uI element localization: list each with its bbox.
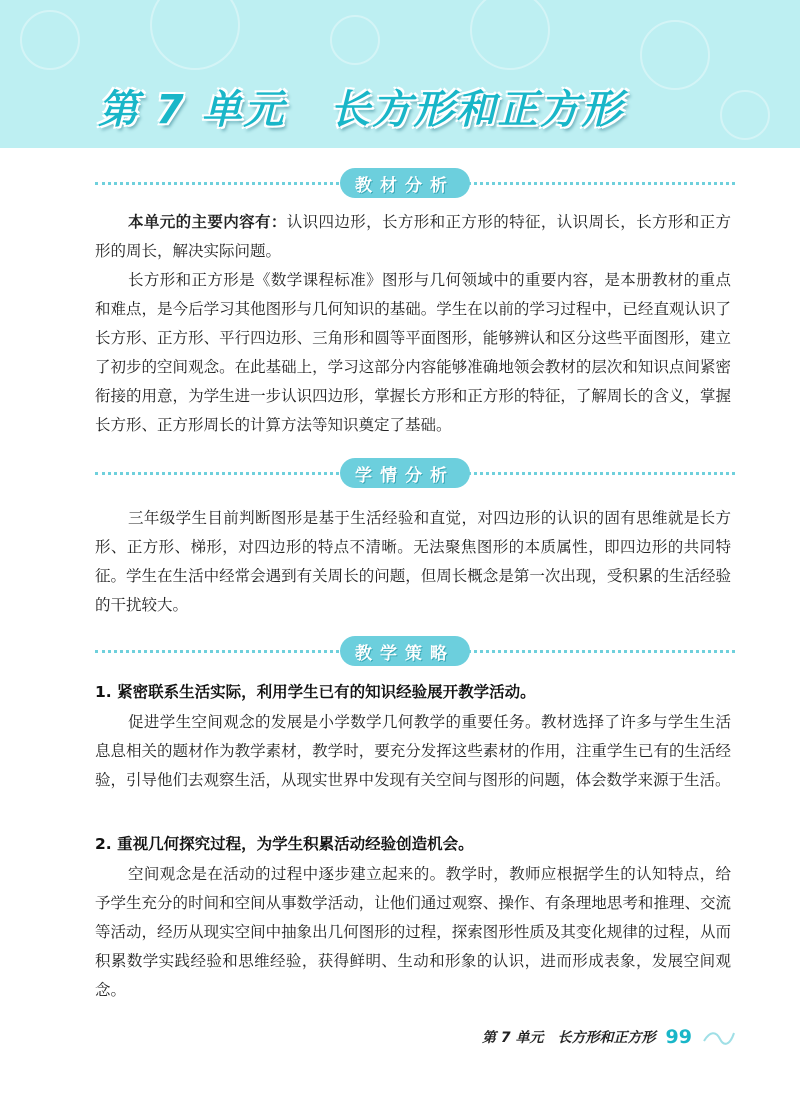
decor-swirl xyxy=(470,0,550,70)
material-paragraph-1 xyxy=(95,208,731,266)
learning-paragraph: 三年级学生目前判断图形是基于生活经验和直觉，对四边形的认识的固有思维就是长方形、正方形、梯形，对四边形的特点不清晰。无法聚焦图形的本质属性，即四边形的共同特征。学生在生活中经常会遇到有关周长的问题，但周长概念是第一次出现，受积累的生活经验的干扰较大。 xyxy=(95,509,731,614)
strategy-item-2-title: 2. 重视几何探究过程，为学生积累活动经验创造机会。 xyxy=(95,835,474,853)
decor-swirl xyxy=(20,10,80,70)
page-footer xyxy=(482,1024,736,1050)
unit-label: 第 7 单元 xyxy=(98,87,286,133)
wave-icon xyxy=(702,1027,736,1047)
chapter-title xyxy=(98,78,624,138)
unit-title: 长方形和正方形 xyxy=(329,87,624,133)
decor-swirl xyxy=(720,90,770,140)
section-heading-material xyxy=(95,168,735,198)
page-number: 99 xyxy=(665,1026,692,1048)
lead-bold: 本单元的主要内容有： xyxy=(128,213,287,231)
header-band xyxy=(0,0,800,148)
strategy-item-1-title: 1. 紧密联系生活实际，利用学生已有的知识经验展开教学活动。 xyxy=(95,683,536,701)
footer-unit-text: 第 7 单元 长方形和正方形 xyxy=(482,1030,656,1046)
section-title: 教学策略 xyxy=(340,636,470,666)
section-heading-strategy xyxy=(95,636,735,666)
lead-text: 认识四边形，长方形和正方形的特征，认识周长，长方形和正方形的周长，解决实际问题。 xyxy=(95,213,731,260)
decor-swirl xyxy=(150,0,240,70)
material-paragraph-2: 长方形和正方形是《数学课程标准》图形与几何领域中的重要内容，是本册教材的重点和难点，是今后学习其他图形与几何知识的基础。学生在以前的学习过程中，已经直观认识了长方形、正方形、平行四边形、三角形和圆等平面图形，能够辨认和区分这些平面图形，建立了初步的空间观念。在此基础上，学习这部分内容能够准确地领会教材的层次和知识点间紧密衔接的用意，为学生进一步认识四边形，掌握长方形和正方形的特征，了解周长的含义，掌握长方形、正方形周长的计算方法等知识奠定了基础。 xyxy=(95,271,731,434)
strategy-item-2-text: 空间观念是在活动的过程中逐步建立起来的。教学时，教师应根据学生的认知特点，给予学生充分的时间和空间从事数学活动，让他们通过观察、操作、有条理地思考和推理、交流等活动，经历从现实空间中抽象出几何图形的过程，探索图形性质及其变化规律的过程，从而积累数学实践经验和思维经验，获得鲜明、生动和形象的认识，进而形成表象，发展空间观念。 xyxy=(95,865,731,999)
section-title: 教材分析 xyxy=(340,168,470,198)
strategy-item-1-text: 促进学生空间观念的发展是小学数学几何教学的重要任务。教材选择了许多与学生生活息息相关的题材作为教学素材，教学时，要充分发挥这些素材的作用，注重学生已有的生活经验，引导他们去观察生活，从现实世界中发现有关空间与图形的问题，体会数学来源于生活。 xyxy=(95,713,731,789)
section-title: 学情分析 xyxy=(340,458,470,488)
decor-swirl xyxy=(330,15,380,65)
decor-swirl xyxy=(640,20,710,90)
section-heading-learning xyxy=(95,458,735,488)
